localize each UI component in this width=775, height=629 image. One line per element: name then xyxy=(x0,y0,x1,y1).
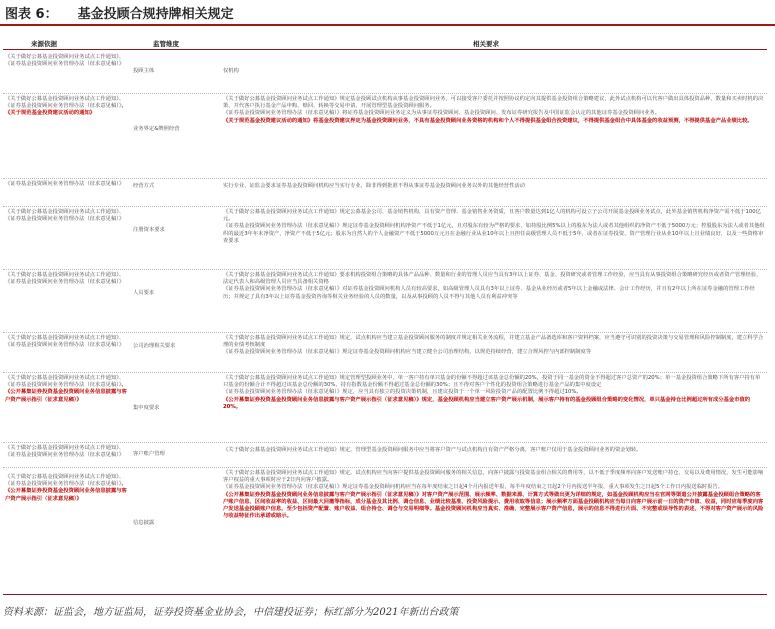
row-dimension: 投顾主体 xyxy=(133,68,155,74)
title-divider xyxy=(0,24,775,26)
row-requirement-text: 《关于做好公募基金投资顾问业务试点工作通知》规定基金投顾试点机构从事基金投资顾问业务，可以接受客户委托并按照协议约定向其提供基金投资组合策略建议，此外试点机构可以代客户做出具体投资品种、数量和买卖时机的决策，并代客户执行基金产品申购、赎回、转换等交易申请，开展管理型基金投资顾问服务。 《证券基金投资顾问业务管理办法（征求意见稿）》将证券基金投资顾问业务定义为从事证券投资顾问、基金投资顾问、发布证券研究报告及中国证监会认定的其他证券基金投资顾问业务。 xyxy=(223,96,764,117)
row-divider xyxy=(3,372,767,373)
row-dimension: 信息披露 xyxy=(133,520,155,526)
row-dimension: 客户账户管理 xyxy=(133,451,165,457)
header-dimension: 监管维度 xyxy=(153,40,179,48)
row-requirement: 实行专业，证监会要求证券基金投资顾问机构应当实行专业，除非得到批准不得从事证券基金投资顾问业务以外的其他经营性活动 xyxy=(223,183,525,189)
table-row xyxy=(3,96,767,178)
header-source: 来源依据 xyxy=(31,40,57,48)
row-source-text: 《关于做好公募基金投资顾问业务试点工作通知》、《证券基金投资顾问业务管理办法（征求意见稿）》 xyxy=(5,375,125,389)
row-source-new-policy: 、《公开募集证券投资基金投资顾问业务信息披露与客户资产展示指引（征求意见稿）》 xyxy=(5,481,127,502)
row-requirement-new-policy: 《公开募集证券投资基金投资顾问业务信息披露与客户资产展示指引（征求意见稿）》对客户资产展示范围、展示频率、数据来源、计算方式等做出更为详细的规定，如基金投顾机构应当在官网等渠道公开披露基金投顾组合策略的客户账户信息、区间收益率的收益、区间最大回撤等指标，成分基金及其比例、调仓信息、业绩比较基准、投资风险提示、费用收取等信息；展示频率方面基金投顾机构应当每日向客户展示前一日的资产市值、收益，同时应每季度向客户发送基金投顾账户信息，至少包括资产配置、账户收益、组合持仓、调仓与交易明细等。基金投资顾问机构应当真实、准确、完整展示客户资产信息，展示的信息不得进行片面、不完整或误导性的表述，不得对客户资产展示的风险与收益特征作出承诺或暗示。 xyxy=(223,491,764,520)
source-note: 资料来源：证监会，地方证监局，证券投资基金业协会，中信建投证券；标红部分为2021年新出台政策 xyxy=(3,607,459,618)
row-requirement: 《关于做好公募基金投资顾问业务试点工作通知》规定，试点机构应当建立基金投资顾问服务的制度并规定相关业务流程，并建立基金产品备选库和客户资料档案，应当遵守可识别的投资决策与交易管理和风险控制制度，建立科学合理的业绩考核制度 《证券基金投资顾问业务管理办法（征求意见稿）》规定证券基金投资顾问机构应当建立健全公司治理结构，以规范持续经营，建立合规风控与内部控制制度等 xyxy=(223,335,764,356)
row-dimension: 业务界定&牌照经营 xyxy=(133,126,180,132)
row-requirement-text: 《关于做好公募基金投资顾问业务试点工作通知》规定，试点机构应当向客户提供基金投资顾问服务的相关信息，向客户披露与投资基金组合相关的费用等，以不低于季度频率向客户发送账户持仓、交易以及费用情况，发生可能影响客户权益的重大事项时应于2日内向客户披露。 《证券基金投资顾问业务管理办法（征求意见稿）》规定证券基金投资顾问机构应当在每年度结束之日起4个月内报送年报，每半年度结束之日起2个月内报送半年报，重大事项发生之日起5个工作日内报送临时报告。 xyxy=(223,470,764,491)
row-divider xyxy=(3,442,767,443)
row-source: 《关于做好公募基金投资顾问业务试点工作通知》、《证券基金投资顾问业务管理办法（征求意见稿）》 xyxy=(5,445,125,459)
row-dimension: 注册资本要求 xyxy=(133,227,165,233)
row-dimension: 公司治理相关要求 xyxy=(133,343,176,349)
header-requirements: 相关要求 xyxy=(473,40,499,48)
row-source-text: 《关于做好公募基金投资顾问业务试点工作通知》、《证券基金投资顾问业务管理办法（征求意见稿）》 xyxy=(5,474,125,488)
row-source xyxy=(5,96,129,118)
row-source xyxy=(5,375,129,404)
row-requirement-new-policy: 《公开募集证券投资基金投资顾问业务信息披露与客户资产展示指引（征求意见稿）》规定，基金投顾机构应当建立客户资产展示机制，展示客户持有的基金投顾组合策略的变化情况，单只基金持仓比例超过所有成分基金市值的20%。 xyxy=(223,396,751,410)
table-row xyxy=(3,335,767,373)
table-row xyxy=(3,375,767,449)
row-source: 《关于做好公募基金投资顾问业务试点工作通知》、《证券基金投资顾问业务管理办法（征求意见稿）》 xyxy=(5,209,125,223)
regulation-table xyxy=(3,38,767,594)
row-source: 《关于做好公募基金投资顾问业务试点工作通知》、《证券基金投资顾问业务管理办法（征求意见稿）》 xyxy=(5,335,125,349)
table-bottom-divider xyxy=(3,594,767,595)
row-source xyxy=(5,474,129,503)
row-requirement-text: 《关于做好公募基金投资顾问业务试点工作通知》规定管理型投顾业务中，单一客户持有单只基金的份额不得超过该基金总份额的20%，投资于同一基金的资金不得超过客户总资产的20%；单一基金投资组合策略下所有客户持有单只基金的份额合计不得超过该基金总份额的30%，持有指数基金份额不得超过基金总份额的30%；且不得对客户个性化的投资组合策略进行基金产品的集中度设定 《证券基金投资顾问业务管理办法（征求意见稿）》规定，应当具有独立的投资决策机制，且建议投资于一个单一风险投资产品的配置比例不得超过10%。 xyxy=(223,375,761,396)
row-dimension: 经营方式 xyxy=(133,183,155,189)
row-requirement xyxy=(223,375,765,411)
figure-label: 图表 6： xyxy=(5,6,58,22)
row-source-new-policy: 、《公开募集证券投资基金投资顾问业务信息披露与客户资产展示指引（征求意见稿）》 xyxy=(5,382,127,403)
figure-title-bar xyxy=(0,0,775,24)
row-requirement: 《关于做好公募基金投资顾问业务试点工作通知》规定公募基金公司、基金销售机构，具有资产管理、基金销售业务资质，且客户数量达到1亿人的机构可设立子公司开展基金投顾业务试点，此外基金销售机构净资产需不低于100亿元。 《证券基金投资顾问业务管理办法（征求意见稿）》规定证券基金投资顾问机构净资产不低于1亿元，且对股东有较为严格的要求，如持股比例5%以上的股东为法人或者其他组织的净资产不低于5000万元；控股股东为法人或者其他组织的最近3年年末净资产，净资产不低于5亿元；股东为自然人的个人金融资产不低于5000万元且在金融行业从业10年以上且担任高级管理人员不低于5年，或者在证券投资、资产管理行业从业10年以上且业绩良好，以及一些资格审查要求 xyxy=(223,209,765,244)
row-requirement-new-policy: 《关于规范基金投资建议活动的通知》将基金投资建议界定为基金投资顾问业务，不具有基金投资顾问业务资格的机构和个人不得提供基金组合投资建议，不得提供基金组合中具体基金的收益预测，不得提供基金产品业绩比较。 xyxy=(223,117,753,124)
row-divider xyxy=(3,269,767,270)
row-divider xyxy=(3,178,767,179)
row-divider xyxy=(3,206,767,207)
row-source: 《关于做好公募基金投资顾问业务试点工作通知》、《证券基金投资顾问业务管理办法（征求意见稿）》 xyxy=(5,272,125,286)
row-dimension: 集中度要求 xyxy=(133,405,160,411)
figure-title: 基金投顾合规持牌相关规定 xyxy=(77,6,234,22)
row-source-text: 《关于做好公募基金投资顾问业务试点工作通知》、《证券基金投资顾问业务管理办法（征求意见稿）》 xyxy=(5,96,125,110)
row-divider xyxy=(3,467,767,468)
table-row xyxy=(3,54,767,92)
row-dimension: 人员要求 xyxy=(133,290,155,296)
row-divider xyxy=(3,332,767,333)
row-source: 《证券基金投资顾问业务管理办法（征求意见稿）》 xyxy=(5,181,125,187)
row-source: 《关于做好公募基金投资顾问业务试点工作通知》、《证券基金投资顾问业务管理办法（征求意见稿）》 xyxy=(5,54,125,68)
row-requirement xyxy=(223,96,765,125)
row-requirement: 《关于做好公募基金投资顾问业务试点工作通知》要求机构投资组合策略的具体产品品种、数量和行业的管理人员应当具有3年以上证券、基金、投资研究或者管理工作经验，应当具有从事投资组合策略研究经历或者资产管理经验，法定代表人和高级管理人员应当具备相关资格 《证券基金投资顾问业务管理办法（征求意见稿）》对证券基金投资顾问机构人员有较高要求，如高级管理人员具有3年以上证券、基金从业经历或者5年以上金融或法律、会计工作经历，并且有2年以上所在证券金融的管理工作经历；并规定了具有3年以上证券基金投资咨询等相关业务经验的人员的数量，以及从事投顾的人员不得与其他人员有利益冲突等 xyxy=(223,272,762,300)
row-requirement xyxy=(223,470,765,520)
row-requirement: 《关于做好公募基金投资顾问业务试点工作通知》规定，管理型基金投资顾问服务中应当将客户资产与试点机构自有资产严格分离，客户账户仅用于基金投资顾问业务的资金划转。 xyxy=(223,447,642,453)
header-divider xyxy=(3,49,767,50)
row-requirement: 仅机构 xyxy=(223,68,239,74)
table-row xyxy=(3,470,767,592)
table-row xyxy=(3,272,767,340)
row-divider xyxy=(3,93,767,94)
table-row xyxy=(3,181,767,205)
table-row xyxy=(3,445,767,473)
table-header xyxy=(3,38,767,48)
row-source-new-policy: 、《关于规范基金投资建议活动的通知》 xyxy=(5,103,127,117)
